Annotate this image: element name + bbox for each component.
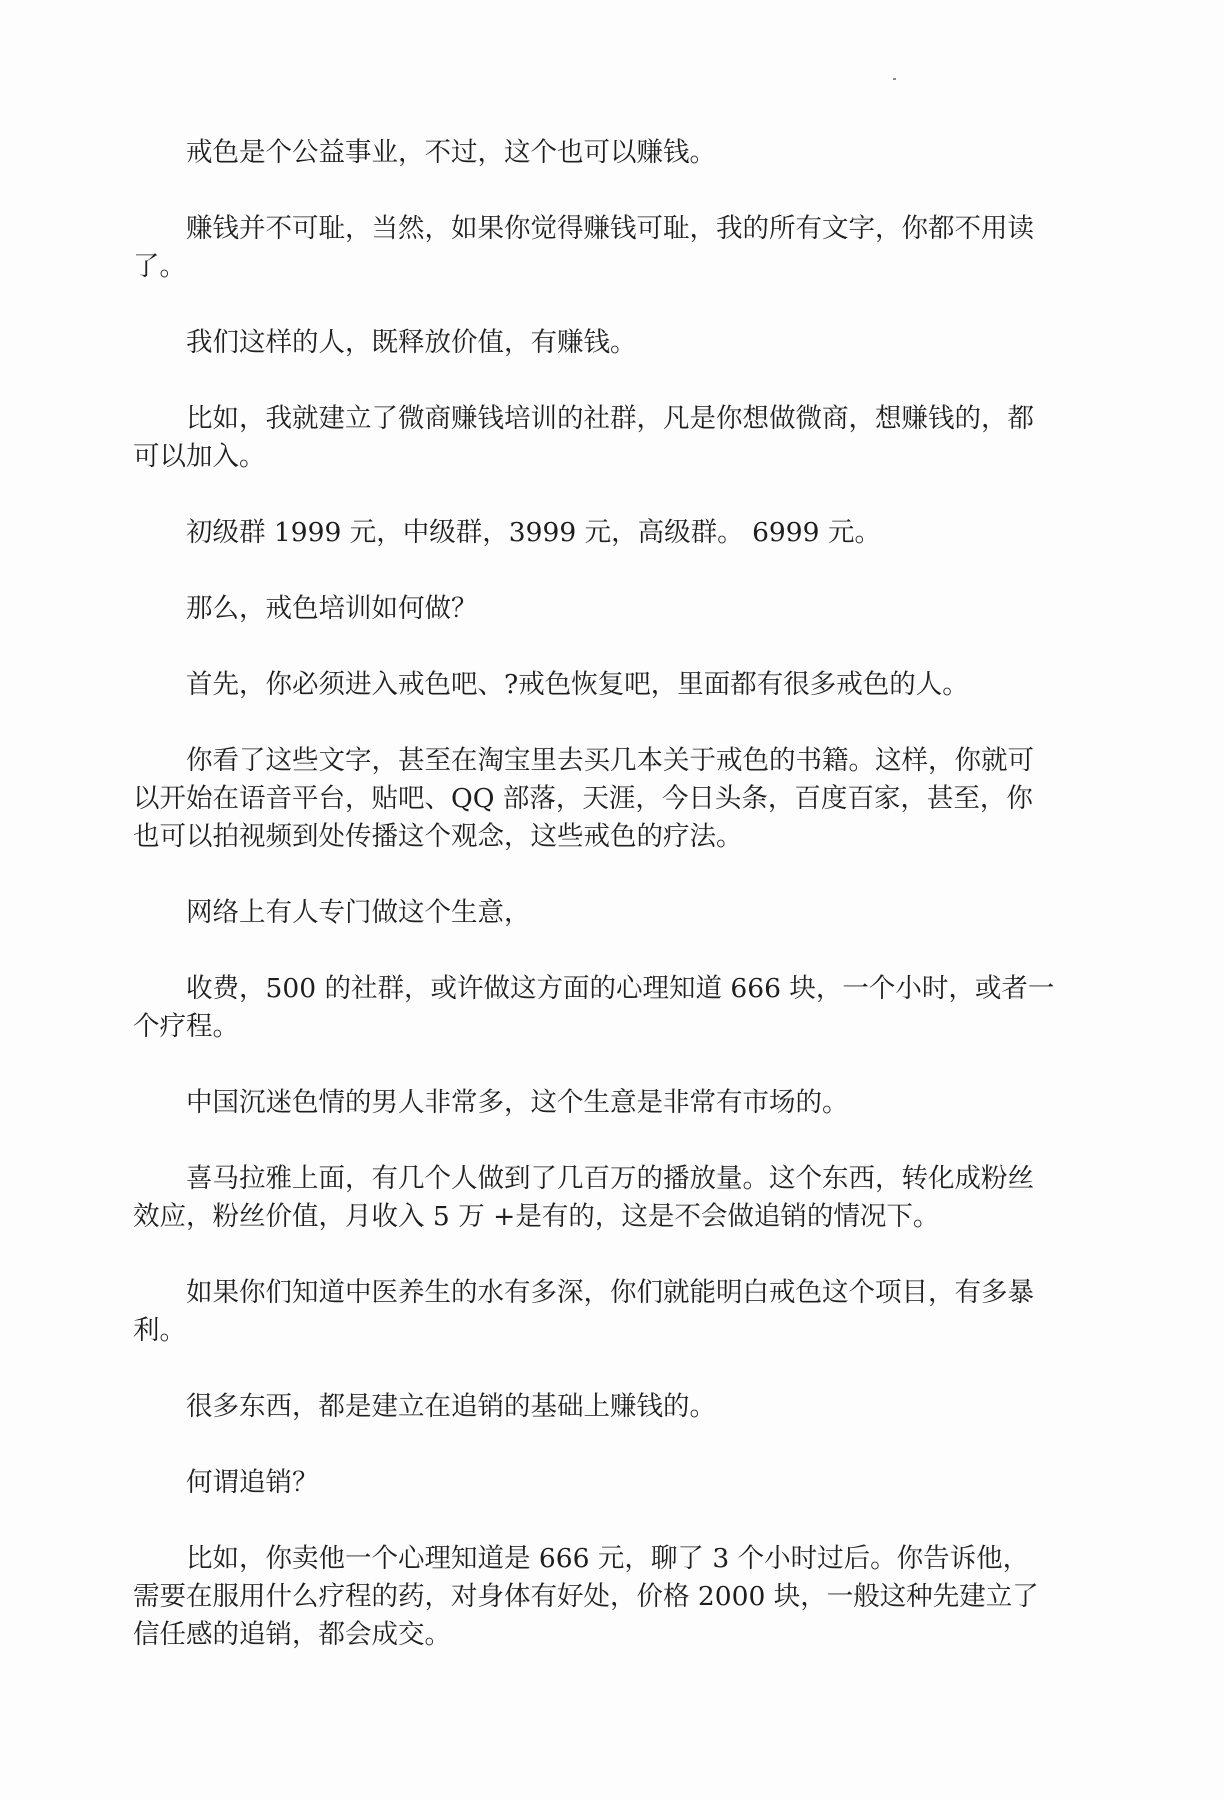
paragraph: 何谓追销？ <box>186 1467 319 1498</box>
paragraph: 首先，你必须进入戒色吧、?戒色恢复吧，里面都有很多戒色的人。 <box>186 669 969 700</box>
paragraph: 初级群 1999 元，中级群，3999 元，高级群。 6999 元。 <box>186 517 881 548</box>
paragraph: 戒色是个公益事业，不过，这个也可以赚钱。 <box>186 137 716 168</box>
paragraph: 中国沉迷色情的男人非常多，这个生意是非常有市场的。 <box>186 1087 849 1118</box>
paragraph: 很多东西，都是建立在追销的基础上赚钱的。 <box>186 1391 716 1422</box>
paragraph: 我们这样的人，既释放价值，有赚钱。 <box>186 327 637 358</box>
paragraph: 网络上有人专门做这个生意， <box>186 897 531 928</box>
paragraph: 如果你们知道中医养生的水有多深，你们就能明白戒色这个项目，有多暴利。 <box>133 1277 1034 1346</box>
paragraph: 比如，我就建立了微商赚钱培训的社群，凡是你想做微商，想赚钱的，都可以加入。 <box>133 403 1034 472</box>
paragraph: 收费，500 的社群，或许做这方面的心理知道 666 块，一个小时，或者一个疗程。 <box>133 973 1055 1042</box>
paragraph: 喜马拉雅上面，有几个人做到了几百万的播放量。这个东西，转化成粉丝效应，粉丝价值，月收入 5 万 +是有的，这是不会做追销的情况下。 <box>133 1163 1034 1232</box>
paragraph: 你看了这些文字，甚至在淘宝里去买几本关于戒色的书籍。这样，你就可以开始在语音平台，贴吧、QQ 部落，天涯，今日头条，百度百家，甚至，你也可以拍视频到处传播这个观念，这些戒色的疗法。 <box>133 745 1034 852</box>
paragraph: 赚钱并不可耻，当然，如果你觉得赚钱可耻，我的所有文字，你都不用读了。 <box>133 213 1034 282</box>
paragraph: 比如，你卖他一个心理知道是 666 元，聊了 3 个小时过后。你告诉他，需要在服用什么疗程的药，对身体有好处，价格 2000 块，一般这种先建立了信任感的追销，都会成交。 <box>133 1543 1039 1650</box>
document-body <box>133 134 1055 1692</box>
scan-speck <box>893 78 896 80</box>
paragraph: 那么，戒色培训如何做？ <box>186 593 478 624</box>
